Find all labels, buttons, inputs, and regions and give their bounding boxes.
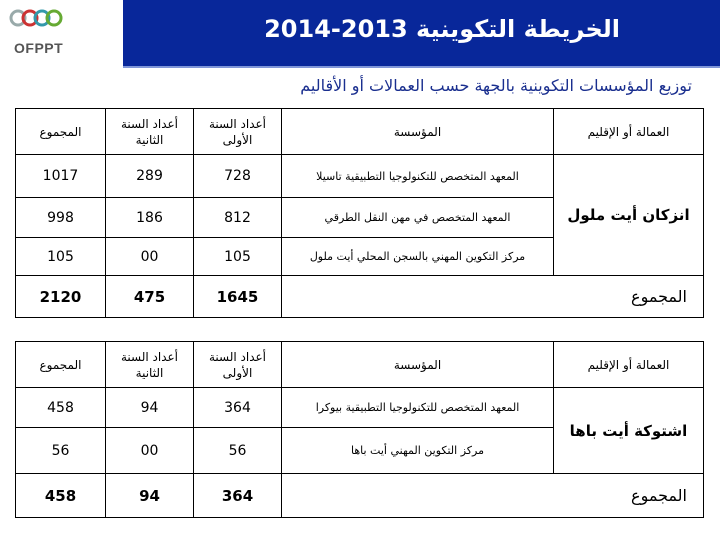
sum-year2: 94	[106, 474, 194, 518]
cell-total: 56	[16, 428, 106, 474]
cell-total: 998	[16, 198, 106, 238]
col-header-institution: المؤسسة	[282, 109, 554, 155]
cell-year1: 56	[194, 428, 282, 474]
sum-total: 458	[16, 474, 106, 518]
table-total-row	[16, 276, 704, 318]
cell-institution: المعهد المتخصص للتكنولوجيا التطبيقية تاسيلا	[282, 155, 554, 198]
logo-rings-icon	[6, 6, 68, 36]
sum-year1: 364	[194, 474, 282, 518]
cell-institution: مركز التكوين المهني أيت باها	[282, 428, 554, 474]
sum-label: المجموع	[282, 276, 704, 318]
cell-institution: مركز التكوين المهني بالسجن المحلي أيت ملول	[282, 238, 554, 276]
cell-institution: المعهد المتخصص للتكنولوجيا التطبيقية بيوكرا	[282, 388, 554, 428]
ofppt-logo	[6, 6, 68, 56]
cell-institution: المعهد المتخصص في مهن النقل الطرقي	[282, 198, 554, 238]
page-subtitle: توزيع المؤسسات التكوينية بالجهة حسب العمالات أو الأقاليم	[300, 76, 692, 95]
page-title: الخريطة التكوينية 2013-2014	[264, 15, 620, 43]
table-row	[16, 155, 704, 198]
sum-year2: 475	[106, 276, 194, 318]
col-header-province: العمالة أو الإقليم	[554, 342, 704, 388]
col-header-year1: أعداد السنة الأولى	[194, 342, 282, 388]
col-header-total: المجموع	[16, 109, 106, 155]
cell-total: 1017	[16, 155, 106, 198]
cell-total: 458	[16, 388, 106, 428]
header-divider	[123, 66, 720, 68]
cell-year1: 105	[194, 238, 282, 276]
table-row	[16, 388, 704, 428]
cell-year1: 812	[194, 198, 282, 238]
cell-year2: 186	[106, 198, 194, 238]
cell-year1: 364	[194, 388, 282, 428]
table-total-row	[16, 474, 704, 518]
cell-total: 105	[16, 238, 106, 276]
cell-year1: 728	[194, 155, 282, 198]
table-header-row	[16, 109, 704, 155]
cell-year2: 00	[106, 238, 194, 276]
col-header-institution: المؤسسة	[282, 342, 554, 388]
col-header-year2: أعداد السنة الثانية	[106, 342, 194, 388]
col-header-year1: أعداد السنة الأولى	[194, 109, 282, 155]
logo-text: OFPPT	[14, 40, 64, 56]
cell-year2: 00	[106, 428, 194, 474]
sum-total: 2120	[16, 276, 106, 318]
sum-label: المجموع	[282, 474, 704, 518]
col-header-province: العمالة أو الإقليم	[554, 109, 704, 155]
cell-region: انزكان أيت ملول	[554, 155, 704, 276]
table-header-row	[16, 342, 704, 388]
table-chtouka	[15, 341, 704, 518]
col-header-year2: أعداد السنة الثانية	[106, 109, 194, 155]
sum-year1: 1645	[194, 276, 282, 318]
cell-year2: 289	[106, 155, 194, 198]
cell-region: اشتوكة أيت باها	[554, 388, 704, 474]
table-inezgane	[15, 108, 704, 318]
col-header-total: المجموع	[16, 342, 106, 388]
cell-year2: 94	[106, 388, 194, 428]
